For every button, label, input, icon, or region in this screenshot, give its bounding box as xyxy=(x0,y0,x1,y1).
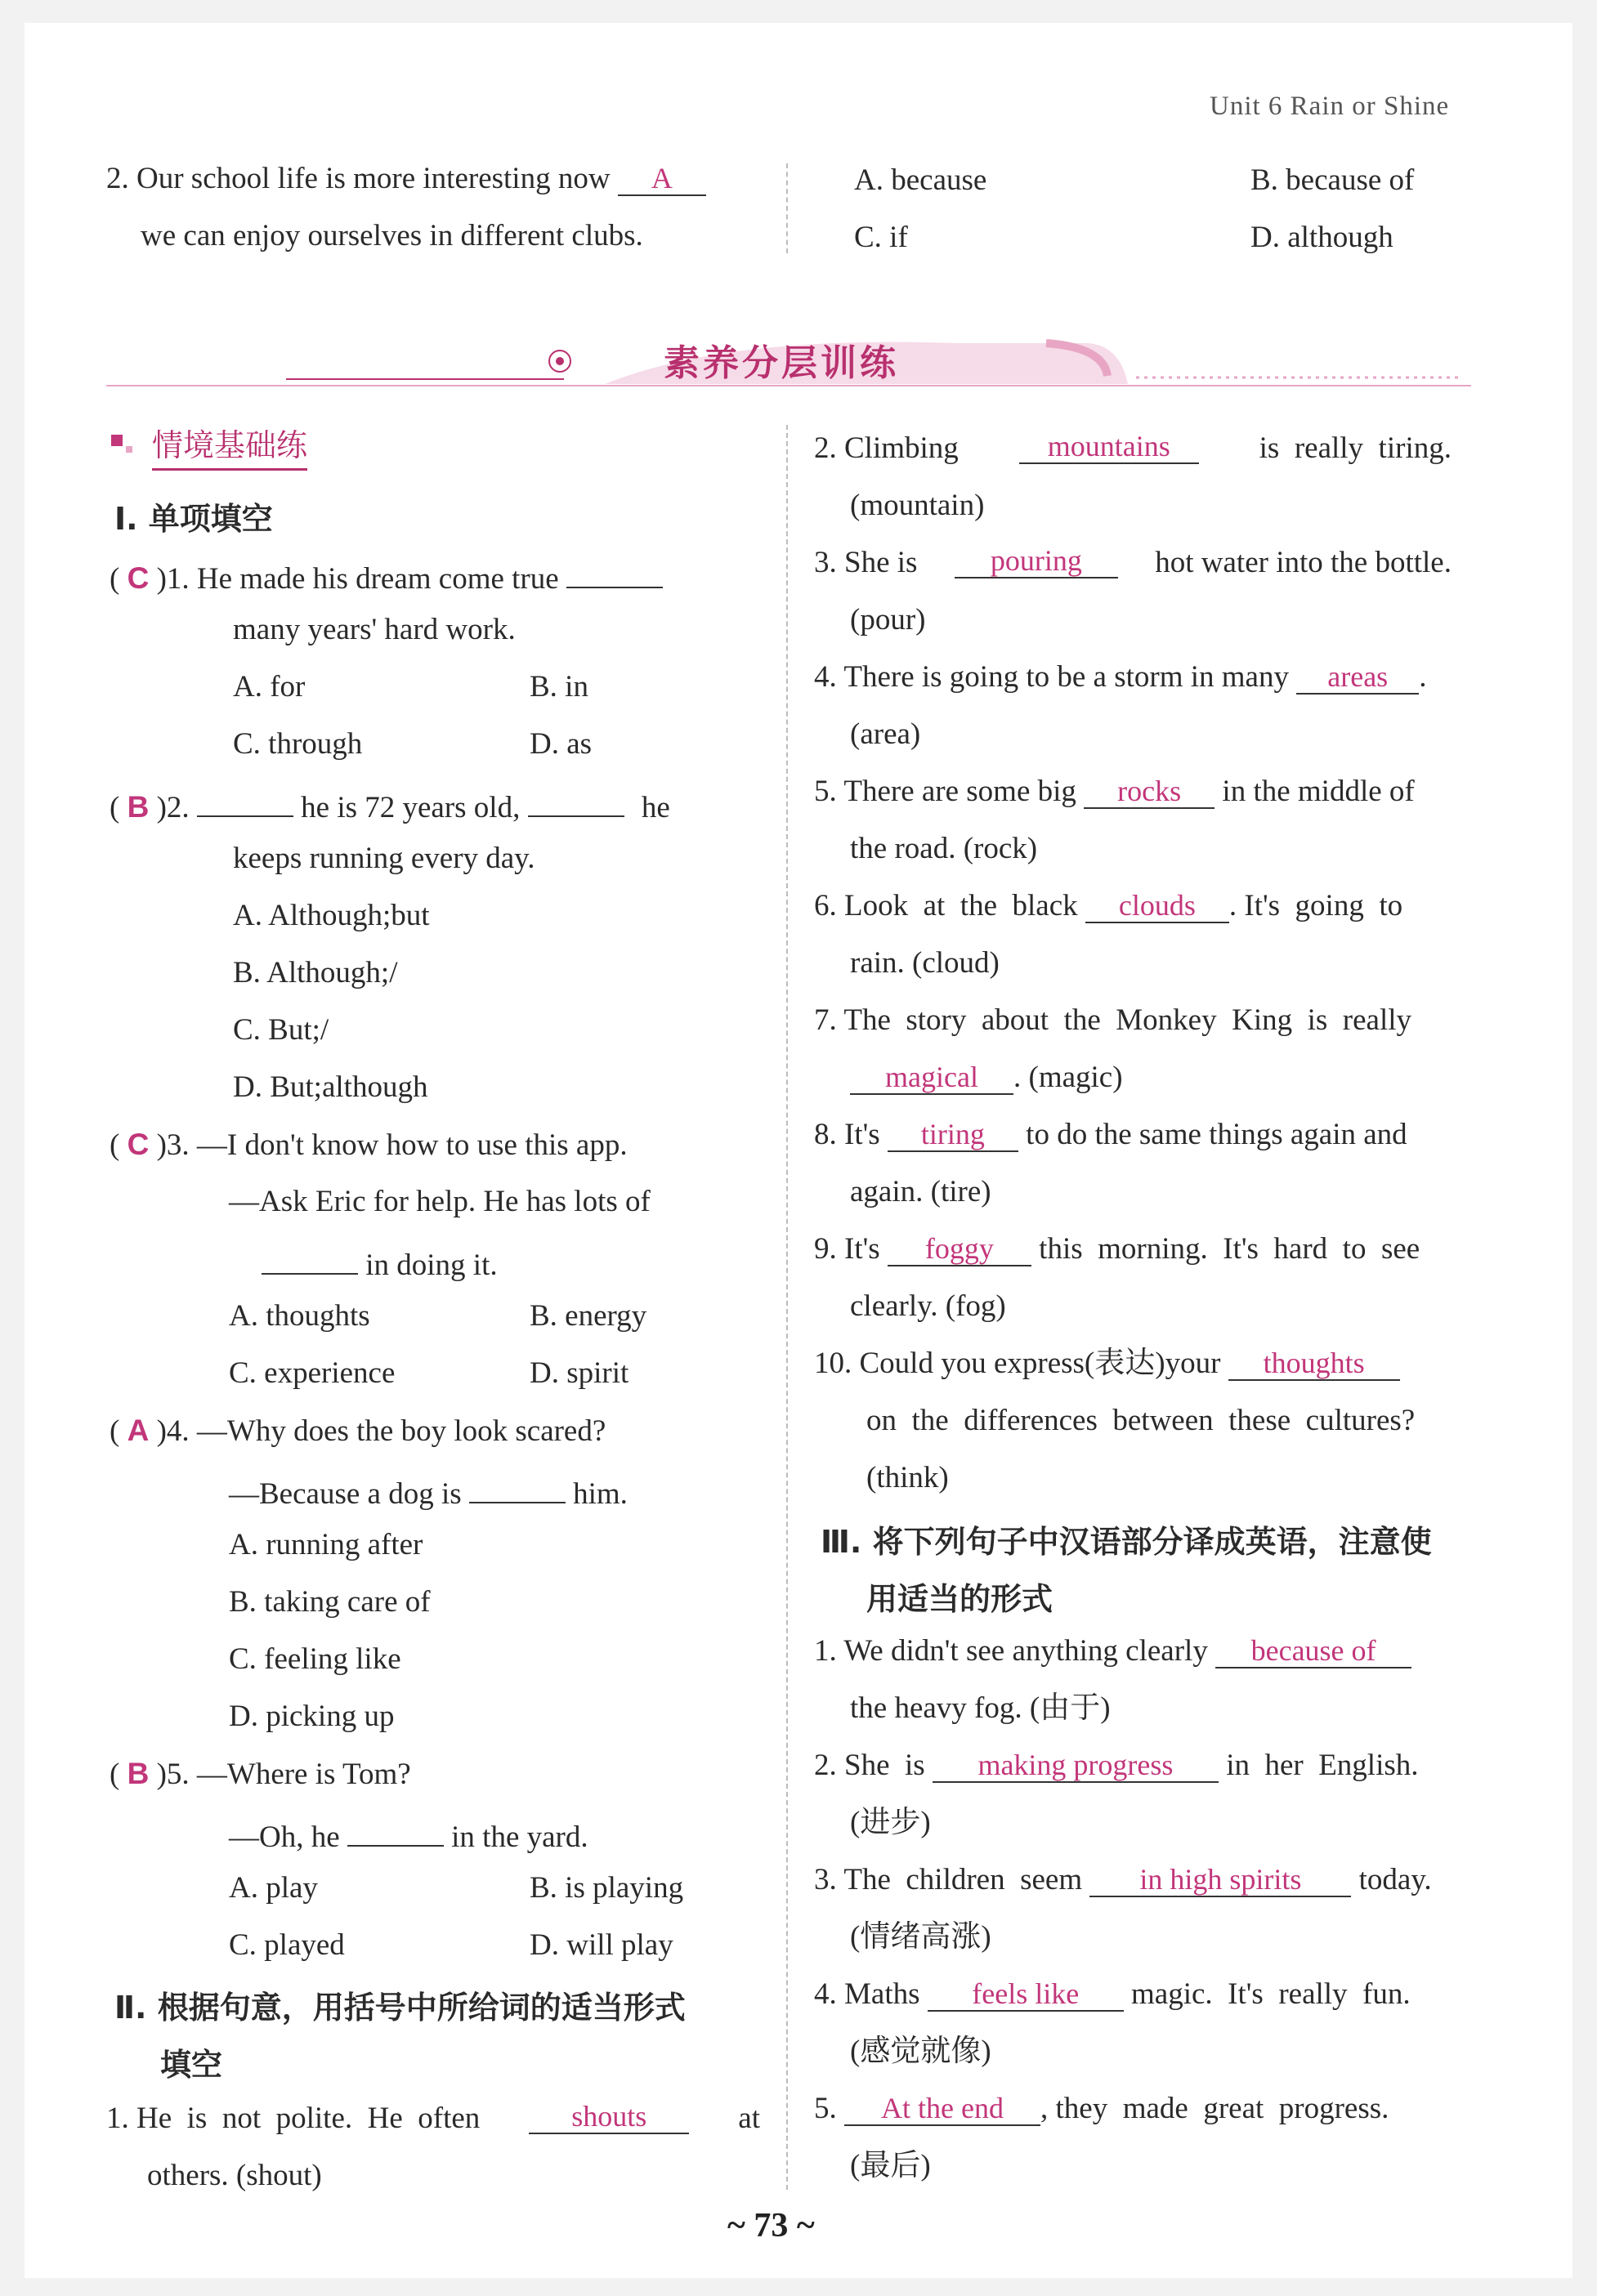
question-2-line2: keeps running every day. xyxy=(233,842,535,875)
column-divider xyxy=(786,425,788,2190)
subsection-marker-small xyxy=(126,446,132,453)
s2-item-2-line2: (mountain) xyxy=(850,489,985,522)
s3-item-5: 5. At the end , they made great progress. xyxy=(814,2092,1389,2125)
q4-option-c: C. feeling like xyxy=(229,1642,401,1676)
s2-item-10-line2: on the differences between these cultures? xyxy=(866,1404,1416,1437)
q1-option-a: A. for xyxy=(233,670,306,704)
question-4-line2: —Because a dog is him. xyxy=(229,1467,628,1515)
answer-blank: At the end xyxy=(844,2090,1040,2126)
s3-item-4: 4. Maths feels like magic. It's really fun. xyxy=(814,1977,1411,2011)
s2-item-4: 4. There is going to be a storm in many areas . xyxy=(814,660,1427,694)
s2-item-3: 3. She is pouring hot water into the bottle. xyxy=(814,544,1452,579)
s3-item-2: 2. She is making progress in her English. xyxy=(814,1749,1419,1782)
s2-item-10: 10. Could you express(表达)your thoughts xyxy=(814,1343,1400,1384)
q5-option-d: D. will play xyxy=(530,1928,673,1962)
top-question-line2: we can enjoy ourselves in different clubs. xyxy=(141,219,643,252)
s3-item-3: 3. The children seem in high spirits today. xyxy=(814,1863,1432,1896)
answer-blank xyxy=(469,1467,566,1503)
s2-item-4-line2: (area) xyxy=(850,717,921,751)
s2-item-5: 5. There are some big rocks in the middle of xyxy=(814,775,1415,808)
s2-item-7: 7. The story about the Monkey King is really xyxy=(814,1003,1411,1037)
q4-option-b: B. taking care of xyxy=(229,1585,431,1619)
q5-option-c: C. played xyxy=(229,1928,345,1962)
q3-option-d: D. spirit xyxy=(530,1356,629,1390)
q2-option-c: C. But;/ xyxy=(233,1013,329,1047)
section2-heading-line2: 填空 xyxy=(160,2047,223,2083)
question-5-line2: —Oh, he in the yard. xyxy=(229,1811,588,1858)
question-5: ( B )5. —Where is Tom? xyxy=(110,1757,411,1791)
q4-option-d: D. picking up xyxy=(229,1700,395,1733)
s3-item-2-line2: (进步) xyxy=(850,1806,931,1839)
question-1-line2: many years' hard work. xyxy=(233,613,516,646)
answer-blank: magical xyxy=(850,1059,1013,1095)
answer-blank: making progress xyxy=(933,1747,1219,1783)
q1-option-c: C. through xyxy=(233,727,363,761)
answer-blank: pouring xyxy=(955,543,1118,578)
subsection-title: 情境基础练 xyxy=(152,420,307,471)
answer-blank xyxy=(262,1239,358,1275)
s3-item-5-line2: (最后) xyxy=(850,2149,931,2182)
q2-option-d: D. But;although xyxy=(233,1070,428,1104)
q5-option-b: B. is playing xyxy=(530,1871,684,1905)
answer-blank xyxy=(197,781,293,817)
option-c: C. if xyxy=(854,221,908,254)
q2-option-b: B. Although;/ xyxy=(233,956,398,989)
divider-dashed xyxy=(786,163,788,253)
s2-item-1-line2: others. (shout) xyxy=(147,2159,322,2192)
page-number: ~ 73 ~ xyxy=(727,2207,815,2245)
s2-item-3-line2: (pour) xyxy=(850,603,926,637)
s2-item-10-line3: (think) xyxy=(866,1461,949,1494)
answer-blank xyxy=(347,1811,444,1847)
answer-blank xyxy=(528,781,624,817)
q1-option-b: B. in xyxy=(530,670,588,704)
answer-blank: mountains xyxy=(1019,428,1199,464)
s3-item-1: 1. We didn't see anything clearly because of xyxy=(814,1631,1411,1672)
answer-blank: in high spirits xyxy=(1089,1861,1351,1897)
answer-blank: rocks xyxy=(1084,773,1215,809)
question-4: ( A )4. —Why does the boy look scared? xyxy=(110,1414,606,1448)
q4-option-a: A. running after xyxy=(229,1528,423,1561)
s2-item-8: 8. It's tiring to do the same things again and xyxy=(814,1118,1407,1151)
option-d: D. although xyxy=(1250,221,1393,254)
s2-item-9-line2: clearly. (fog) xyxy=(850,1289,1006,1323)
s2-item-6: 6. Look at the black clouds . It's going to xyxy=(814,889,1403,922)
answer-blank: A xyxy=(618,160,706,196)
option-b: B. because of xyxy=(1250,163,1415,197)
section3-heading-line2: 用适当的形式 xyxy=(866,1581,1053,1617)
q2-option-a: A. Although;but xyxy=(233,899,430,932)
answer-blank: shouts xyxy=(529,2098,689,2134)
answer-blank: areas xyxy=(1296,659,1419,695)
answer-blank: tiring xyxy=(888,1116,1018,1152)
q1-option-d: D. as xyxy=(530,727,593,761)
q3-option-b: B. energy xyxy=(530,1299,647,1333)
s3-item-4-line2: (感觉就像) xyxy=(850,2035,991,2068)
s2-item-8-line2: again. (tire) xyxy=(850,1175,991,1208)
section1-heading: Ⅰ. 单项填空 xyxy=(114,501,273,537)
s2-item-5-line2: the road. (rock) xyxy=(850,832,1038,865)
s2-item-9: 9. It's foggy this morning. It's hard to see xyxy=(814,1232,1420,1266)
question-3-line2: —Ask Eric for help. He has lots of xyxy=(229,1185,651,1218)
question-2: ( B )2. he is 72 years old, he xyxy=(110,781,670,829)
q3-option-c: C. experience xyxy=(229,1356,396,1390)
answer-blank: thoughts xyxy=(1228,1345,1400,1381)
running-head: Unit 6 Rain or Shine xyxy=(1210,92,1450,121)
q5-option-a: A. play xyxy=(229,1871,318,1905)
section3-heading: Ⅲ. 将下列句子中汉语部分译成英语，注意使 xyxy=(821,1524,1432,1560)
s2-item-6-line2: rain. (cloud) xyxy=(850,946,1000,980)
section2-heading: Ⅱ. 根据句意，用括号中所给词的适当形式 xyxy=(114,1990,686,2026)
s3-item-3-line2: (情绪高涨) xyxy=(850,1920,991,1954)
answer-blank: because of xyxy=(1215,1633,1411,1668)
answer-blank: feels like xyxy=(928,1976,1124,2012)
top-question-line1: 2. Our school life is more interesting now A xyxy=(106,159,706,199)
answer-blank xyxy=(566,552,663,588)
q3-option-a: A. thoughts xyxy=(229,1299,370,1333)
banner-title: 素养分层训练 xyxy=(664,342,899,384)
s2-item-2: 2. Climbing mountains is really tiring. xyxy=(814,430,1452,465)
option-a: A. because xyxy=(854,163,987,197)
question-1: ( C )1. He made his dream come true xyxy=(110,552,663,600)
answer-blank: foggy xyxy=(888,1231,1031,1266)
question-3-line3: in doing it. xyxy=(262,1239,498,1286)
answer-blank: clouds xyxy=(1085,887,1229,923)
s3-item-1-line2: the heavy fog. (由于) xyxy=(850,1691,1111,1725)
question-3: ( C )3. —I don't know how to use this app. xyxy=(110,1128,628,1162)
s2-item-1: 1. He is not polite. He often shouts at xyxy=(106,2100,760,2135)
subsection-marker xyxy=(111,435,123,446)
s2-item-7-line2: magical . (magic) xyxy=(850,1057,1123,1098)
